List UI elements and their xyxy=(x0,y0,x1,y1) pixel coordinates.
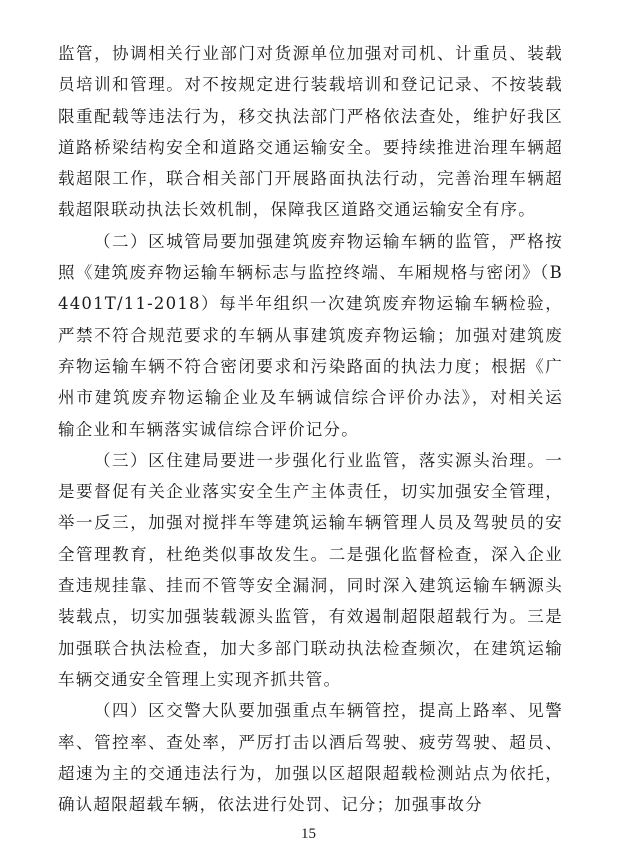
paragraph-urban-management: （二）区城管局要加强建筑废弃物运输车辆的监管，严格按照《建筑废弃物运输车辆标志与监控终端、车厢规格与密闭》（B4401T/11-2018）每半年组织一次建筑废弃物运输车辆检验，严禁不符合规范要求的车辆从事建筑废弃物运输；加强对建筑废弃物运输车辆不符合密闭要求和污染路面的执法力度；根据《广州市建筑废弃物运输企业及车辆诚信综合评价办法》，对相关运输企业和车辆落实诚信综合评价记分。 xyxy=(58,231,563,439)
body-text xyxy=(58,38,563,820)
page-number: 15 xyxy=(301,826,316,842)
paragraph-continued: 监管，协调相关行业部门对货源单位加强对司机、计重员、装载员培训和管理。对不按规定进行装载培训和登记记录、不按装载限重配载等违法行为，移交执法部门严格依法查处，维护好我区道路桥梁结构安全和道路交通运输安全。要持续推进治理车辆超载超限工作，联合相关部门开展路面执法行动，完善治理车辆超载超限联动执法长效机制，保障我区道路交通运输安全有序。 xyxy=(58,44,563,220)
paragraph-housing-construction: （三）区住建局要进一步强化行业监管，落实源头治理。一是要督促有关企业落实安全生产主体责任，切实加强安全管理，举一反三，加强对搅拌车等建筑运输车辆管理人员及驾驶员的安全管理教育，杜绝类似事故发生。二是强化监督检查，深入企业查违规挂靠、挂而不管等安全漏洞，同时深入建筑运输车辆源头装载点，切实加强装载源头监管，有效遏制超限超载行为。三是加强联合执法检查，加大多部门联动执法检查频次，在建筑运输车辆交通安全管理上实现齐抓共管。 xyxy=(58,450,563,689)
paragraph-traffic-police: （四）区交警大队要加强重点车辆管控，提高上路率、见警率、管控率、查处率，严厉打击以酒后驾驶、疲劳驾驶、超员、超速为主的交通违法行为，加强以区超限超载检测站点为依托，确认超限超载车辆，依法进行处罚、记分；加强事故分 xyxy=(58,701,563,815)
